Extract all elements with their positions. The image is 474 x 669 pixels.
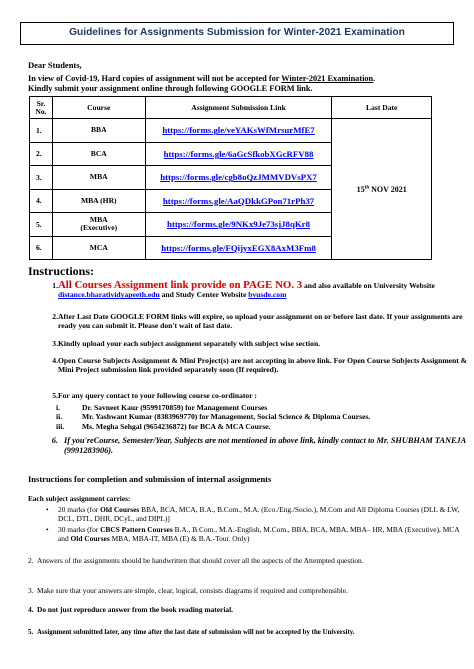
- course-cell: MBA: [52, 166, 145, 190]
- sr-cell: 5.: [30, 213, 53, 237]
- sr-cell: 1.: [30, 119, 53, 143]
- course-cell: BCA: [52, 142, 145, 166]
- table-row: [30, 119, 432, 143]
- marks-bullets: [28, 505, 468, 544]
- completion-heading: Instructions for completion and submission of internal assignments: [28, 474, 272, 484]
- header-course: Course: [52, 97, 145, 119]
- header-last-date: Last Date: [332, 97, 432, 119]
- form-link[interactable]: https://forms.gle/6aGcSfkobXGcRFV88: [145, 142, 332, 166]
- list-item: • 30 marks (for CBCS Pattern Courses B.A., B.Com., M.A.-English, M.Com., BBA, BCA, MBA, MBA– HR, MBA (Executive), MCA and Old Courses MBA, MBA-IT, MBA (E) & B.A.-Tour. Only): [28, 525, 468, 543]
- document-page: Guidelines for Assignments Submission for Winter-2021 Examination Dear Students, In view of Covid-19, Hard copies of assignment will not be accepted for Winter-2021 Examination. Kindly submit your assignment online through following GOOGLE FORM link. Sr. No. Course Assignment Submission Link Last Date 1. BBA https://forms.gle/veYAKsWfMrsurMfE7 15th NOV 2021 2. BCA https://forms.gle/6aGcSfkobXGcRFV88 3. MBA https://forms.gle/cgb8oQzJMMVDVsPX7 4. MBA (HR) https://forms.gle/AaQDkkGPon71rPh37 5. MBA (Executive) https://forms.gle/9NKx9Je73sjJ8qKr8 6. MCA https://forms.gle/FQijyxEGX8AxM3Fm8 Instructions: 1. All Courses Assignment link provide on PAGE NO. 3 and also available on University Website distance.bharatividyapeeth.edu and Study Center Website bvusde.com 2. After Last Date GOOGLE FORM links will expire, so upload your assignment on or before last date. If your assignments are ready you can submit it. Please don't wait of last date. 3. Kindly upload your each subject assignment separately with subject wise section. 4. Open Course Subjects Assignment & Mini Project(s) are not accepting in above link. For Open Course Subjects Assignment & Mini Project submission link provided separately soon (If required). 5. For any query contact to your following course co-ordinator : i. Dr. Savneet Kaur (9599170859) for Management Courses ii. Mr. Yashwant Kumar (8383969770) for Management, Social Science & Diploma Courses. iii. Ms. Megha Sehgal (9654236872) for BCA & MCA Course. 6. If you'reCourse, Semester/Year, Subjects are not mentioned in above link, kindly contact to Mr. SHUBHAM TANEJA (9991283906). Instructions for completion and submission of internal assignments Each subject assignment carries: • 20 marks (for Old Courses BBA, BCA, MCA, B.A., B.Com., M.A. (Eco./Eng./Socio.), M.Com and All Diploma Courses (DLL & LW, DCL, DTL, DHR, DCyL, and DIPL)] • 30 marks (for CBCS Pattern Courses B.A., B.Com., M.A.-English, M.Com., BBA, BCA, MBA, MBA– HR, MBA (Executive), MCA and Old Courses MBA, MBA-IT, MBA (E) & B.A.-Tour. Only) 2. Answers of the assignments should be handwritten that should cover all the aspects of the Attempted question. 3. Make sure that your answers are simple, clear, logical, consists diagrams if required and comprehensible. 4. Do not just reproduce answer from the book reading material. 5. Assignment submitted later, any time after the last date of submission will not be accepted by the University.: [0, 0, 474, 669]
- sr-cell: 4.: [30, 189, 53, 213]
- exam-name: Winter-2021 Examination: [281, 74, 374, 83]
- last-date-cell: 15th NOV 2021: [332, 119, 432, 260]
- table-header-row: [30, 97, 432, 119]
- form-link[interactable]: https://forms.gle/cgb8oQzJMMVDVsPX7: [145, 166, 332, 190]
- instructions-heading: Instructions:: [28, 264, 95, 278]
- page-title: Guidelines for Assignments Submission for Winter-2021 Examination: [20, 22, 454, 45]
- course-cell: MBA (Executive): [52, 213, 145, 237]
- header-link: Assignment Submission Link: [145, 97, 332, 119]
- list-item: • 20 marks (for Old Courses BBA, BCA, MCA, B.A., B.Com., M.A. (Eco./Eng./Socio.), M.Com and All Diploma Courses (DLL & LW, DCL, DTL, DHR, DCyL, and DIPL)]: [28, 505, 468, 523]
- form-link[interactable]: https://forms.gle/veYAKsWfMrsurMfE7: [145, 119, 332, 143]
- greeting: Dear Students,: [28, 60, 82, 70]
- form-link[interactable]: https://forms.gle/FQijyxEGX8AxM3Fm8: [145, 236, 332, 260]
- sr-cell: 3.: [30, 166, 53, 190]
- carries-label: Each subject assignment carries:: [28, 494, 131, 503]
- course-cell: MBA (HR): [52, 189, 145, 213]
- form-link[interactable]: https://forms.gle/AaQDkkGPon71rPh37: [145, 189, 332, 213]
- submission-links-table: [29, 96, 432, 260]
- sr-cell: 2.: [30, 142, 53, 166]
- course-cell: MCA: [52, 236, 145, 260]
- form-link[interactable]: https://forms.gle/9NKx9Je73sjJ8qKr8: [145, 213, 332, 237]
- course-cell: BBA: [52, 119, 145, 143]
- study-center-link[interactable]: bvusde.com: [248, 290, 287, 300]
- sr-cell: 6.: [30, 236, 53, 260]
- university-website-link[interactable]: distance.bharatividyapeeth.edu: [58, 290, 160, 300]
- intro-line-2: Kindly submit your assignment online through following GOOGLE FORM link.: [28, 84, 313, 93]
- header-sr-no: Sr. No.: [30, 97, 53, 119]
- all-courses-notice: All Courses Assignment link provide on PAGE NO. 3: [58, 279, 303, 291]
- intro-line-1: In view of Covid-19, Hard copies of assignment will not be accepted for Winter-2021 Examination.: [28, 74, 376, 83]
